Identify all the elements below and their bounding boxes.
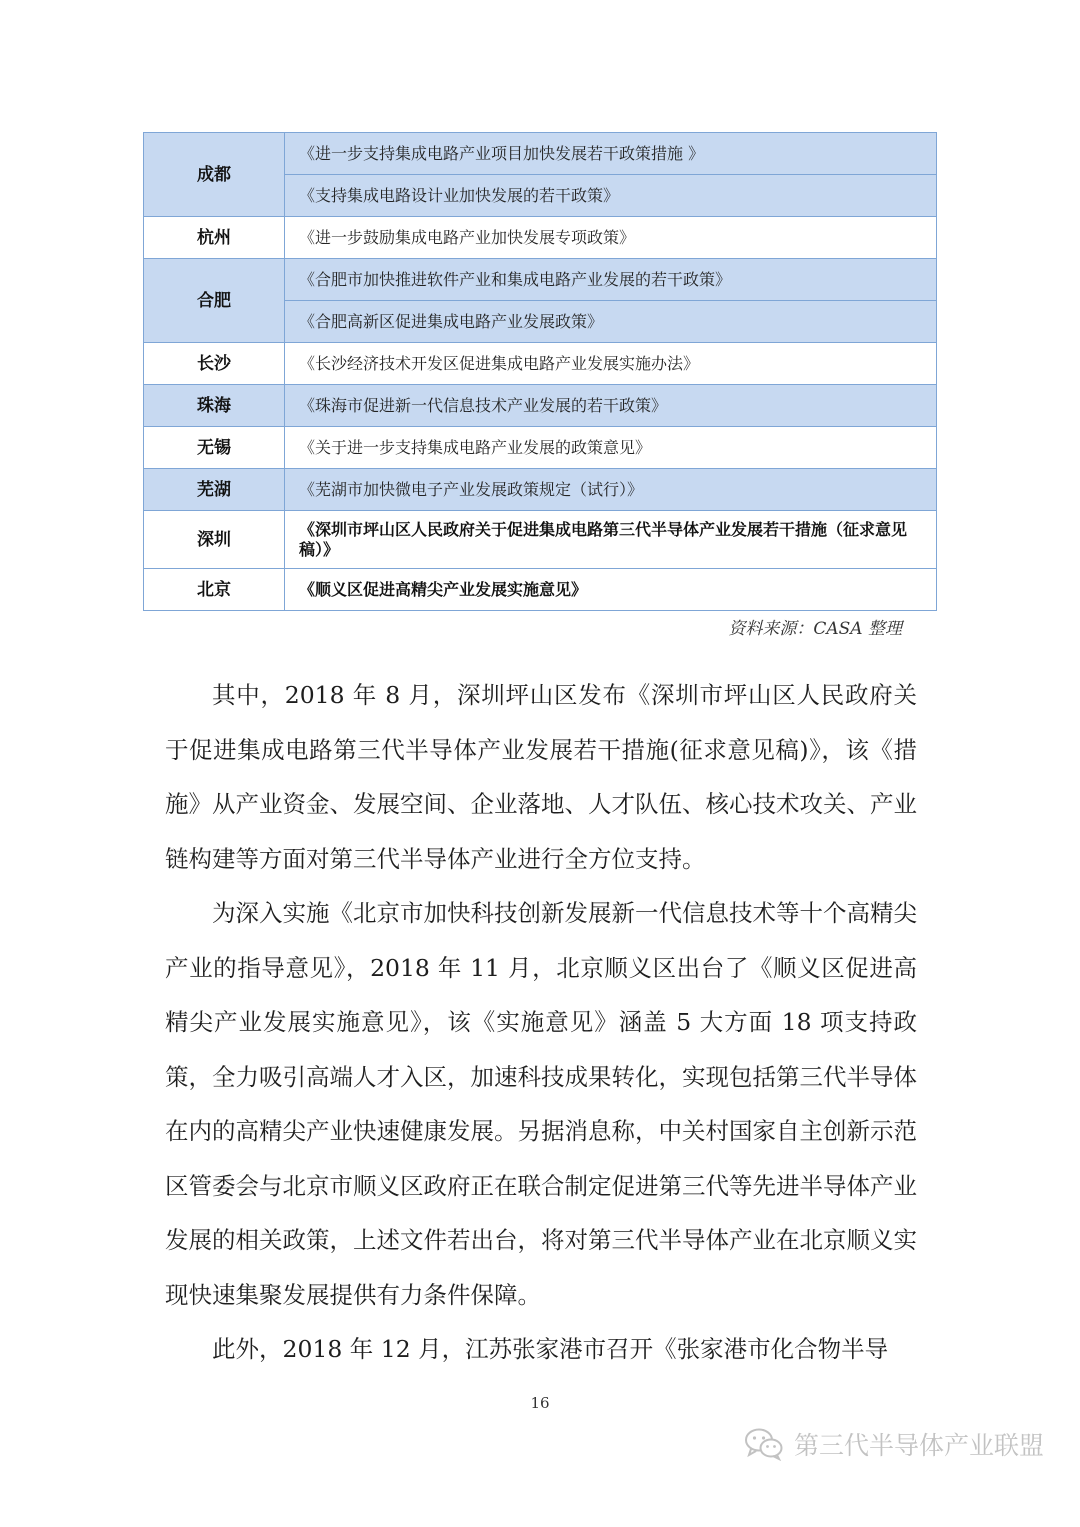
policy-cell: 《深圳市坪山区人民政府关于促进集成电路第三代半导体产业发展若干措施（征求意见稿）》 [285,511,937,569]
page-number: 16 [530,1394,550,1412]
policy-cell: 《芜湖市加快微电子产业发展政策规定（试行）》 [285,469,937,511]
table-row [144,511,937,569]
policy-cell: 《顺义区促进高精尖产业发展实施意见》 [285,569,937,611]
table-row [144,427,937,469]
policy-cell: 《进一步支持集成电路产业项目加快发展若干政策措施 》 [285,133,937,175]
city-cell: 珠海 [144,385,285,427]
table-row [144,133,937,175]
watermark-text: 第三代半导体产业联盟 [793,1431,1044,1460]
policy-cell: 《合肥市加快推进软件产业和集成电路产业发展的若干政策》 [285,259,937,301]
table-row [144,217,937,259]
city-cell: 长沙 [144,343,285,385]
table-source-note: 资料来源：CASA 整理 [728,619,902,639]
city-cell: 成都 [144,133,285,217]
table-row [144,469,937,511]
paragraph: 此外，2018 年 12 月，江苏张家港市召开《张家港市化合物半导 [212,1335,889,1363]
table-row [144,259,937,301]
city-cell: 北京 [144,569,285,611]
body-text [165,668,917,1377]
city-cell: 合肥 [144,259,285,343]
policy-cell: 《珠海市促进新一代信息技术产业发展的若干政策》 [285,385,937,427]
paragraph: 为深入实施《北京市加快科技创新发展新一代信息技术等十个高精尖产业的指导意见》，2018 年 11 月，北京顺义区出台了《顺义区促进高精尖产业发展实施意见》，该《实施意见》涵盖 5 大方面 18 项支持政策，全力吸引高端人才入区，加速科技成果转化，实现包括第三代半导体在内的高精尖产业快速健康发展。另据消息称，中关村国家自主创新示范区管委会与北京市顺义区政府正在联合制定促进第三代等先进半导体产业发展的相关政策，上述文件若出台，将对第三代半导体产业在北京顺义实现快速集聚发展提供有力条件保障。 [165,899,917,1309]
city-cell: 深圳 [144,511,285,569]
watermark [744,1426,1044,1462]
policy-cell: 《支持集成电路设计业加快发展的若干政策》 [285,175,937,217]
table-row [144,569,937,611]
wechat-icon [744,1427,784,1461]
city-cell: 芜湖 [144,469,285,511]
policy-cell: 《长沙经济技术开发区促进集成电路产业发展实施办法》 [285,343,937,385]
policy-table [143,132,937,611]
policy-cell: 《合肥高新区促进集成电路产业发展政策》 [285,301,937,343]
paragraph: 其中，2018 年 8 月，深圳坪山区发布《深圳市坪山区人民政府关于促进集成电路第三代半导体产业发展若干措施(征求意见稿)》，该《措施》从产业资金、发展空间、企业落地、人才队伍、核心技术攻关、产业链构建等方面对第三代半导体产业进行全方位支持。 [165,681,917,873]
policy-cell: 《进一步鼓励集成电路产业加快发展专项政策》 [285,217,937,259]
city-cell: 无锡 [144,427,285,469]
table-row [144,385,937,427]
city-cell: 杭州 [144,217,285,259]
policy-cell: 《关于进一步支持集成电路产业发展的政策意见》 [285,427,937,469]
table-row [144,343,937,385]
